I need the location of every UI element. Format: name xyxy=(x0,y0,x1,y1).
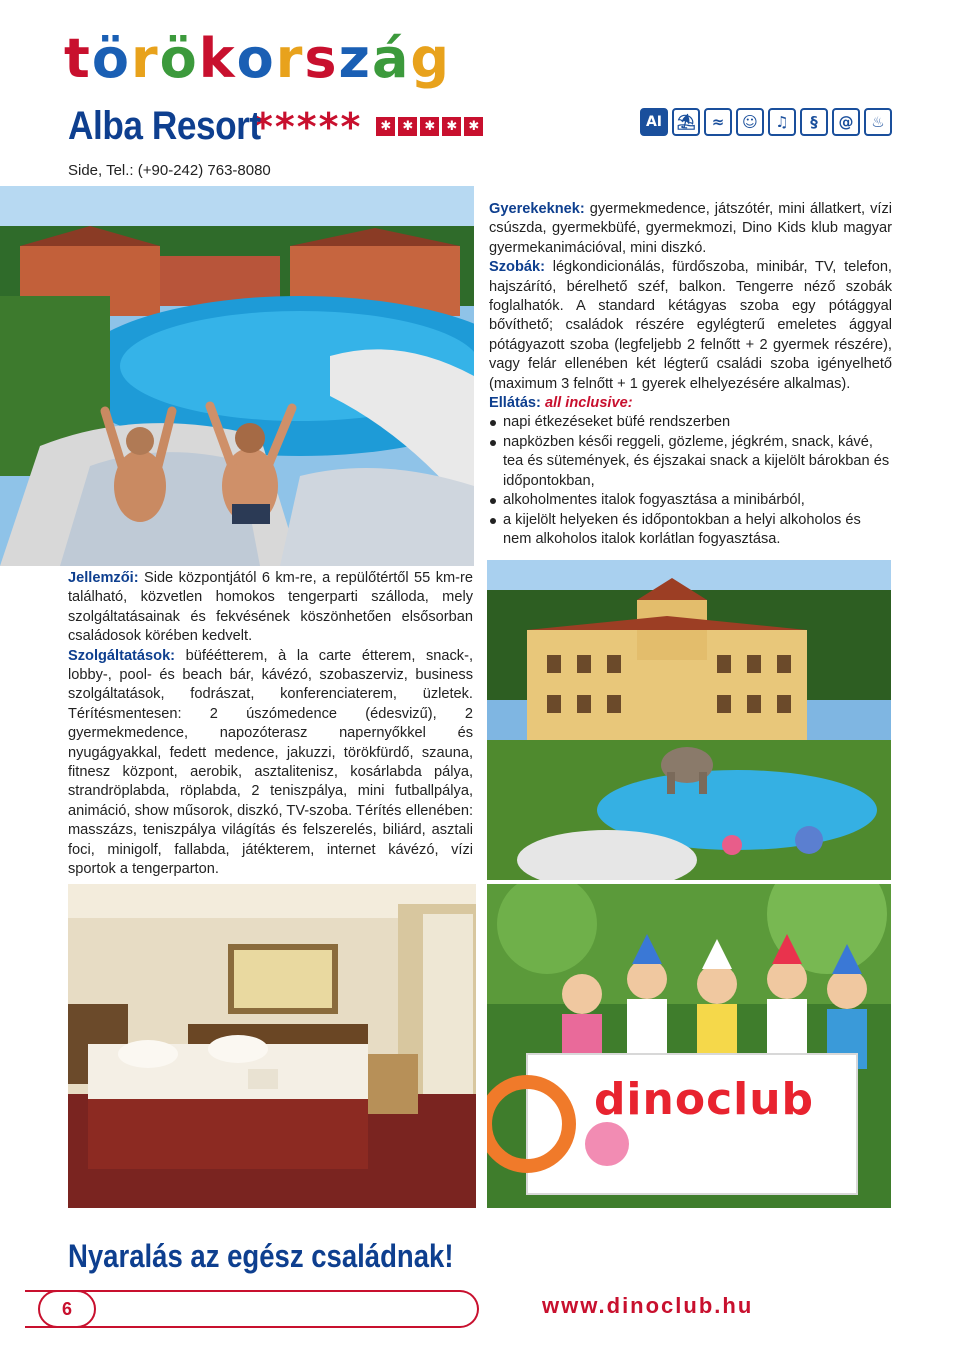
brand-letter: ö xyxy=(91,27,130,90)
brand-letter: z xyxy=(338,27,371,90)
footer-band xyxy=(0,1212,960,1358)
website-link[interactable]: www.dinoclub.hu xyxy=(542,1293,754,1318)
brand-letter: k xyxy=(198,27,236,90)
footer-tagline: Nyaralás az egész családnak! xyxy=(68,1238,454,1274)
brand-letter: s xyxy=(304,27,338,90)
hotel-name: Alba Resort xyxy=(68,104,261,148)
beach-icon: ⛱ xyxy=(672,108,700,136)
hotel-title-row xyxy=(68,104,483,149)
dinoclub-sign: dinoclub xyxy=(593,1074,815,1125)
facility-icons xyxy=(640,108,892,136)
page-number: 6 xyxy=(38,1290,96,1328)
rating-star-icon: ✱ xyxy=(398,117,417,136)
internet-icon: @ xyxy=(832,108,860,136)
rooms-label: Szobák: xyxy=(489,259,545,276)
board-list-item: a kijelölt helyeken és időpontokban a helyi alkoholos és nem alkoholos italok korlátlan fogyasztása. xyxy=(489,511,892,550)
brand-letter: r xyxy=(275,27,304,90)
hotel-stars: ***** xyxy=(253,104,363,149)
features-text: Side központjától 6 km-re, a repülőtértől 55 km-re található, közvetlen homokos tengerparti szálloda, mely szolgáltatásainak és fekvésének köszönhetően elsősorban családosok körében kedvelt. xyxy=(68,570,473,645)
services-text: büféétterem, à la carte étterem, snack-, lobby-, pool- és beach bár, kávézó, szobaszerviz, business szolgáltatások, fodrászat, konferenciaterem, üzletek. Térítésmentesen: 2 úszómedence (édesvizű), 2 gyermekmedence, napozóterasz napernyőkkel és nyugágyakkal, fedett medence, jakuzzi, törökfürdő, szauna, fitnesz központ, aerobik, asztalitenisz, kosárlabda pálya, strandröplabda, röplabda, 2 teniszpálya, mini futballpálya, animáció, show műsorok, diszkó, TV-szoba. Térítés ellenében: masszázs, teniszpálya világítás és felszerelés, biliárd, asztali foci, minigolf, fallabda, játékterem, internet kávézó, vízi sportok a tengerparton. xyxy=(68,647,473,878)
hotel-room-photo xyxy=(68,884,476,1208)
brand-letter: t xyxy=(64,27,91,90)
board-list xyxy=(489,413,892,549)
brand-logo xyxy=(64,22,451,90)
official-rating-icons xyxy=(376,117,483,136)
kids-text: gyermekmedence, játszótér, mini állatkert, vízi csúszda, gyermekbüfé, gyermekmozi, Dino Kids klub magyar gyermekanimációval, mini diszkó. xyxy=(489,201,892,256)
jacuzzi-icon: ♨ xyxy=(864,108,892,136)
board-value: all inclusive: xyxy=(544,395,633,412)
pool-icon: ≈ xyxy=(704,108,732,136)
kids-paragraph xyxy=(489,200,892,258)
features-paragraph xyxy=(68,569,473,647)
rooms-paragraph xyxy=(489,258,892,394)
piano-icon: ♫ xyxy=(768,108,796,136)
features-label: Jellemzői: xyxy=(68,570,139,586)
board-paragraph xyxy=(489,394,892,413)
board-label: Ellátás: xyxy=(489,395,541,412)
right-column-text xyxy=(489,200,892,549)
services-label: Szolgáltatások: xyxy=(68,647,176,664)
clown-icon: ☺ xyxy=(736,108,764,136)
brand-letter: á xyxy=(371,27,410,90)
rooms-text: légkondicionálás, fürdőszoba, minibár, TV, telefon, hajszárító, bérelhető széf, balkon. Tengerre néző szobák foglalhatók. A standard kétágyas szoba egy pótággyal bővíthető; családok részére egylégterű emeletes ággyal pótágyazott szoba (legfeljebb 2 felnőtt + 2 gyermek részére), vagy felár ellenében két légterű családi szoba igényelhető (maximum 3 felnőtt + 1 gyerek elhelyezésére alkalmas). xyxy=(489,259,892,392)
brand-letter: g xyxy=(410,27,451,90)
kids-label: Gyerekeknek: xyxy=(489,201,585,217)
rating-star-icon: ✱ xyxy=(464,117,483,136)
brand-letter: r xyxy=(130,27,159,90)
brand-letter: o xyxy=(236,27,275,90)
left-column-text xyxy=(68,569,473,880)
waterslide-icon: § xyxy=(800,108,828,136)
dinoclub-kids-photo xyxy=(487,884,891,1208)
rating-star-icon: ✱ xyxy=(420,117,439,136)
board-list-item: napi étkezéseket büfé rendszerben xyxy=(489,413,892,432)
hotel-grounds-photo xyxy=(487,560,891,880)
services-paragraph xyxy=(68,647,473,880)
rating-star-icon: ✱ xyxy=(376,117,395,136)
pool-slide-photo xyxy=(0,186,474,566)
hotel-contact: Side, Tel.: (+90-242) 763-8080 xyxy=(68,162,271,179)
rating-star-icon: ✱ xyxy=(442,117,461,136)
board-list-item: alkoholmentes italok fogyasztása a minibárból, xyxy=(489,491,892,510)
all-inclusive-icon: AI xyxy=(640,108,668,136)
board-list-item: napközben késői reggeli, gözleme, jégkrém, snack, kávé, tea és sütemények, és éjszakai snack a kijelölt bárokban és időpontokban, xyxy=(489,433,892,491)
brand-letter: ö xyxy=(159,27,198,90)
